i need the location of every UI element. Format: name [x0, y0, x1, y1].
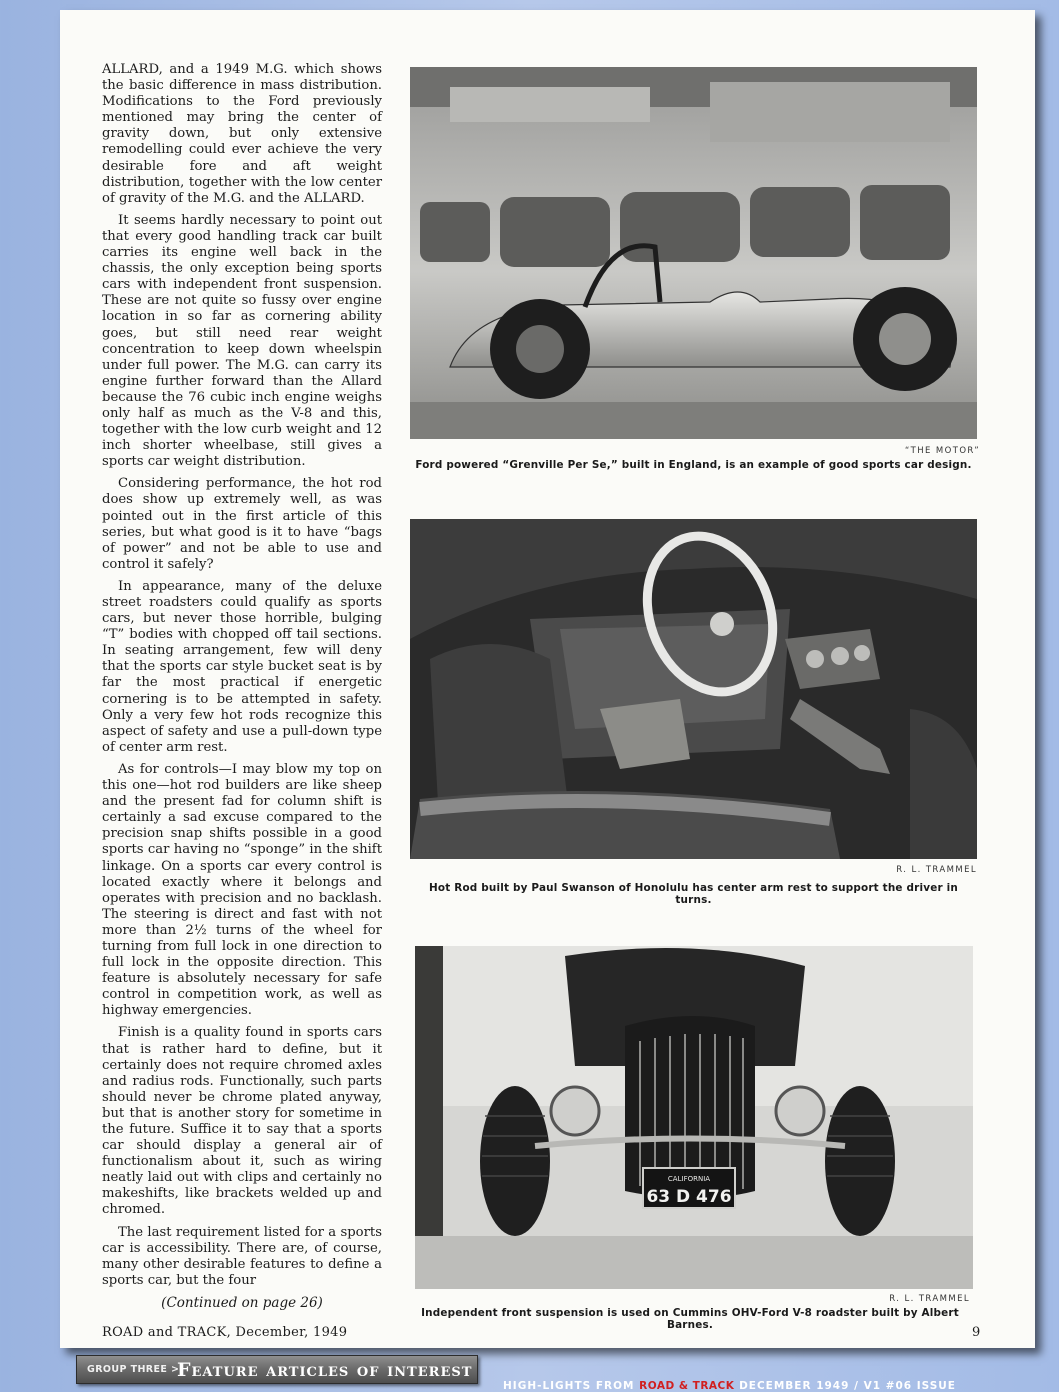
photo-credit: R. L. TRAMMEL: [896, 865, 977, 875]
photo-caption: Independent front suspension is used on Cummins OHV-Ford V-8 roadster built by Albert Barnes.: [421, 1307, 959, 1331]
paragraph: The last requirement listed for a sports car is accessibility. There are, of course, many other desirable features to define a sports car, but the four: [102, 1224, 382, 1288]
banner-title: Feature articles of interest: [177, 1359, 473, 1381]
paragraph: Considering performance, the hot rod does show up extremely well, as was pointed out in the first article of this series, but what good is it to have “bags of power” and not be able to use and control it safely?: [102, 476, 382, 572]
highlights-strip: [503, 1380, 956, 1392]
highlights-suffix: DECEMBER 1949 / V1 #06 ISSUE: [739, 1380, 956, 1392]
article-column: [102, 62, 382, 1311]
page-number: 9: [972, 1325, 981, 1340]
paragraph: It seems hardly necessary to point out that every good handling track car built carries its engine well back in the chassis, the only exception being sports cars with independent front suspension. These are not quite so fussy over engine location in so far as cornering ability goes, but still need rear weight concentration to keep down wheelspin under full power. The M.G. can carry its engine further forward than the Allard because the 76 cubic inch engine weighs only half as much as the V-8 and this, together with the low curb weight and 12 inch shorter wheelbase, still gives a sports car weight distribution.: [102, 212, 382, 470]
continued-note: (Continued on page 26): [161, 1294, 323, 1311]
photo-hot-rod-interior: [410, 519, 977, 859]
section-banner: [76, 1355, 478, 1384]
paragraph: ALLARD, and a 1949 M.G. which shows the basic difference in mass distribution. Modifications to the Ford previously mentioned may bring the center of gravity down, but only extensive remodelling could ever achieve the very desirable fore and aft weight distribution, together with the low center of gravity of the M.G. and the ALLARD.: [102, 62, 382, 206]
license-plate: 63 D 476: [646, 1187, 732, 1207]
magazine-footer: ROAD and TRACK, December, 1949: [102, 1325, 348, 1340]
highlights-brand: ROAD & TRACK: [639, 1380, 735, 1392]
highlights-prefix: HIGH-LIGHTS FROM: [503, 1380, 635, 1392]
paragraph: Finish is a quality found in sports cars that is rather hard to define, but it certainly does not require chromed axles and radius rods. Functionally, such parts should never be chrome plated anyway, but that is another story for sometime in the future. Suffice it to say that a sports car should display a general air of functionalism about it, such as wiring neatly laid out with clips and certainly no makeshifts, like brackets welded up and chromed.: [102, 1025, 382, 1218]
paragraph: As for controls—I may blow my top on this one—hot rod builders are like sheep and the present fad for column shift is certainly a sad excuse compared to the precision snap shifts possible in a good sports car having no “sponge” in the shift linkage. On a sports car every control is located exactly where it belongs and operates with precision and no backlash. The steering is direct and fast with not more than 2½ turns of the wheel for turning from full lock in one direction to full lock in the opposite direction. This feature is absolutely necessary for safe control in competition work, as well as highway emergencies.: [102, 761, 382, 1019]
photo-caption: Hot Rod built by Paul Swanson of Honolulu has center arm rest to support the driver in turns.: [429, 882, 958, 906]
photo-credit: R. L. TRAMMEL: [889, 1294, 970, 1304]
photo-caption: Ford powered “Grenville Per Se,” built in England, is an example of good sports car design.: [415, 459, 972, 471]
photo-roadster-front: [415, 946, 973, 1289]
paragraph: In appearance, many of the deluxe street roadsters could qualify as sports cars, but never those horrible, bulging “T” bodies with chopped off tail sections. In seating arrangement, few will deny that the sports car style bucket seat is by far the most practical if energetic cornering is to be attempted in safety. Only a very few hot rods recognize this aspect of safety and use a pull-down type of center arm rest.: [102, 578, 382, 755]
photo-grenville-car: [410, 67, 977, 439]
plate-header: CALIFORNIA: [667, 1175, 711, 1183]
magazine-page: [60, 10, 1035, 1348]
photo-credit: “THE MOTOR”: [904, 446, 980, 456]
group-label: GROUP THREE >: [87, 1364, 180, 1375]
